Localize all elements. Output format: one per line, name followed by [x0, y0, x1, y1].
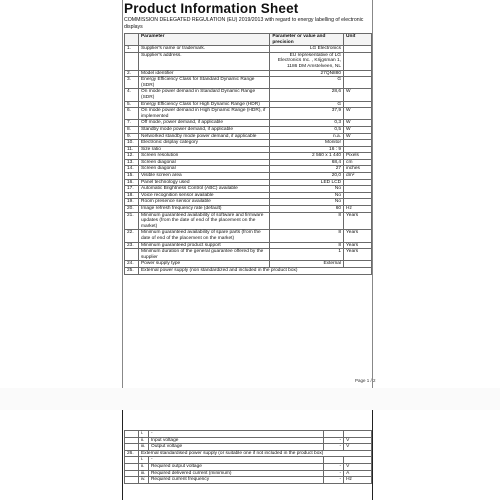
cell-num: 18. [125, 192, 139, 199]
cell-unit: W [344, 120, 372, 127]
cell-value: 1 [270, 249, 344, 261]
table-row [125, 46, 372, 53]
cell-value: 27 [270, 166, 344, 173]
page-edge-right [372, 0, 373, 388]
cell-unit: W [344, 126, 372, 133]
cell-value: External [270, 261, 344, 268]
cell-sub: ii. [138, 463, 148, 470]
cell-param: Minimum duration of the general guarantee offered by the supplier [138, 249, 269, 261]
table-row [125, 242, 372, 249]
table-row [125, 108, 372, 120]
cell-value [324, 431, 344, 438]
cell-num: 3. [125, 77, 139, 89]
table-row [125, 146, 372, 153]
cell-num: 9. [125, 133, 139, 140]
table-row [125, 77, 372, 89]
header-unit: Unit [344, 34, 372, 46]
table-row [125, 166, 372, 173]
cell-unit: inches [344, 166, 372, 173]
table-row [125, 126, 372, 133]
cell-param: Size ratio [138, 146, 269, 153]
cell-num [125, 437, 139, 444]
table-row [125, 133, 372, 140]
cell-value: - [324, 470, 344, 477]
cell-value: 8 [270, 230, 344, 242]
cell-value: 27QN880 [270, 70, 344, 77]
cell-sub: i. [138, 431, 148, 438]
cell-unit [344, 70, 372, 77]
cell-value: - [324, 463, 344, 470]
cell-num: 24. [125, 261, 139, 268]
cell-value: LG Electronics [270, 46, 344, 53]
cell-param: Automatic Brightness Control (ABC) available [138, 186, 269, 193]
cell-param: On mode power demand in Standard Dynamic Range (SDR) [138, 89, 269, 101]
cell-num: 8. [125, 126, 139, 133]
cell-unit [344, 140, 372, 147]
cell-param: Screen diagonal [138, 159, 269, 166]
cell-unit [344, 146, 372, 153]
page-number: Page 1 / 2 [355, 378, 376, 383]
table-row [125, 101, 372, 108]
cell-value: Monitor [270, 140, 344, 147]
cell-value: No [270, 192, 344, 199]
cell-num: 5. [125, 101, 139, 108]
cell-value: 0,5 [270, 126, 344, 133]
cell-num: 16. [125, 179, 139, 186]
table-row [125, 199, 372, 206]
cell-unit [344, 457, 372, 464]
cell-value: No [270, 199, 344, 206]
cell-param: Output voltage [148, 444, 323, 451]
table-row [125, 450, 372, 457]
cell-param: Energy Efficiency Class for High Dynamic Range (HDR) [138, 101, 269, 108]
cell-param: Standby mode power demand, if applicable [138, 126, 269, 133]
cell-num: 26. [125, 450, 139, 457]
cell-value: n.a. [270, 133, 344, 140]
cell-value: No [270, 186, 344, 193]
table-row [125, 192, 372, 199]
cell-unit: V [344, 437, 372, 444]
cell-num: 2. [125, 70, 139, 77]
cell-param: External power supply (non standardized and included in the product box) [138, 267, 371, 274]
cell-unit [344, 192, 372, 199]
table-row [125, 261, 372, 268]
cell-value: 16 : 9 [270, 146, 344, 153]
cell-param: On mode power demand in High Dynamic Range (HDR), if implemented [138, 108, 269, 120]
cell-unit [344, 101, 372, 108]
table-row [125, 463, 372, 470]
cell-unit: W [344, 133, 372, 140]
cell-param: Minimum guaranteed availability of software and firmware updates (from the date of end of the placement on the market) [138, 212, 269, 230]
cell-value: 60 [270, 206, 344, 213]
cell-value: LED LCD [270, 179, 344, 186]
cell-num: 11. [125, 146, 139, 153]
table-header-row [125, 34, 372, 46]
table-row [125, 159, 372, 166]
cell-unit: dm² [344, 173, 372, 180]
table-row [125, 52, 372, 70]
cell-num: 13. [125, 159, 139, 166]
cell-param: Room presence sensor available [138, 199, 269, 206]
cell-num: 17. [125, 186, 139, 193]
cell-param: Required output voltage [148, 463, 323, 470]
cell-unit: Hz [344, 206, 372, 213]
cell-value [324, 457, 344, 464]
table-row [125, 457, 372, 464]
cell-unit: Years [344, 230, 372, 242]
table-row [125, 179, 372, 186]
cell-num: 1. [125, 46, 139, 53]
cell-value: - [324, 444, 344, 451]
cell-param: Minimum guaranteed availability of spare parts (from the date of end of the placement on the market) [138, 230, 269, 242]
cell-param: - [148, 457, 323, 464]
cell-param: Off mode, power demand, if applicable [138, 120, 269, 127]
cell-num: 4. [125, 89, 139, 101]
table-row [125, 70, 372, 77]
cell-num [125, 52, 139, 70]
cell-num [125, 249, 139, 261]
cell-value: 20,0 [270, 173, 344, 180]
cell-param: Energy Efficiency Class for Standard Dynamic Range (SDR) [138, 77, 269, 89]
cell-unit: Years [344, 242, 372, 249]
cell-unit: V [344, 463, 372, 470]
page-edge-left [122, 0, 123, 388]
table-row [125, 186, 372, 193]
cell-unit: W [344, 108, 372, 120]
cell-unit: W [344, 89, 372, 101]
cell-param: Input voltage [148, 437, 323, 444]
page2-edge-right [372, 410, 373, 500]
cell-sub: iv. [138, 477, 148, 484]
cell-value: 2 560 x 1 440 [270, 153, 344, 160]
cell-unit [344, 186, 372, 193]
table-row [125, 206, 372, 213]
cell-num [125, 477, 139, 484]
cell-num: 20. [125, 206, 139, 213]
cell-unit [344, 46, 372, 53]
cell-param: Screen resolution [138, 153, 269, 160]
cell-value: 8 [270, 212, 344, 230]
cell-num [125, 444, 139, 451]
cell-unit [344, 77, 372, 89]
page-title: Product Information Sheet [124, 1, 299, 16]
cell-value: - [324, 477, 344, 484]
table-row [125, 230, 372, 242]
cell-unit: cm [344, 159, 372, 166]
table-row [125, 470, 372, 477]
cell-param: Supplier's name or trademark. [138, 46, 269, 53]
cell-sub: i. [138, 457, 148, 464]
cell-unit: Pixels [344, 153, 372, 160]
info-table [124, 33, 372, 275]
cell-unit [344, 179, 372, 186]
header-num [125, 34, 139, 46]
table-row [125, 212, 372, 230]
table-row [125, 431, 372, 438]
cell-param: Image refresh frequency rate (default) [138, 206, 269, 213]
cell-unit: Hz [344, 477, 372, 484]
cell-num [125, 470, 139, 477]
cell-sub: ii. [138, 437, 148, 444]
cell-num [125, 457, 139, 464]
info-table-continued [124, 430, 372, 484]
cell-num: 21. [125, 212, 139, 230]
cell-value: - [324, 437, 344, 444]
page2-edge-left [122, 410, 123, 500]
cell-value: 8 [270, 242, 344, 249]
cell-num: 14. [125, 166, 139, 173]
cell-unit: A [344, 470, 372, 477]
cell-unit [344, 52, 372, 70]
cell-param: Voice recognition sensor available [138, 192, 269, 199]
table-row [125, 267, 372, 274]
cell-unit: V [344, 444, 372, 451]
table-row [125, 173, 372, 180]
cell-num: 10. [125, 140, 139, 147]
table-row [125, 153, 372, 160]
cell-value: 68,4 [270, 159, 344, 166]
table-row [125, 444, 372, 451]
cell-param: Visible screen area [138, 173, 269, 180]
cell-unit: Years [344, 212, 372, 230]
cell-num: 15. [125, 173, 139, 180]
cell-unit: Years [344, 249, 372, 261]
cell-num: 23. [125, 242, 139, 249]
cell-num: 19. [125, 199, 139, 206]
cell-num: 25. [125, 267, 139, 274]
cell-num: 22. [125, 230, 139, 242]
cell-num: 7. [125, 120, 139, 127]
header-parameter: Parameter [138, 34, 269, 46]
cell-num [125, 431, 139, 438]
cell-sub: iii. [138, 444, 148, 451]
cell-param: Screen diagonal [138, 166, 269, 173]
cell-value: 28,6 [270, 89, 344, 101]
cell-num [125, 463, 139, 470]
page-gap [0, 388, 500, 410]
cell-param: Panel technology used [138, 179, 269, 186]
cell-num: 6. [125, 108, 139, 120]
cell-param: Model identifier [138, 70, 269, 77]
cell-param: Electronic display category [138, 140, 269, 147]
cell-param: - [148, 431, 323, 438]
cell-num: 12. [125, 153, 139, 160]
table-row [125, 89, 372, 101]
cell-param: Power supply type [138, 261, 269, 268]
cell-value: G [270, 77, 344, 89]
header-value: Parameter or value and precision [270, 34, 344, 46]
table-row [125, 120, 372, 127]
cell-unit [344, 199, 372, 206]
cell-value: EU representative of LG Electronics Inc. , Krijgsman 1, 1186 DM Amstelveen, NL [270, 52, 344, 70]
table-row [125, 249, 372, 261]
cell-value: G [270, 101, 344, 108]
cell-param: Supplier's address. [138, 52, 269, 70]
table-row [125, 477, 372, 484]
cell-param: Minimum guaranteed product support [138, 242, 269, 249]
cell-value: 37,9 [270, 108, 344, 120]
cell-value: 0,3 [270, 120, 344, 127]
table-row [125, 140, 372, 147]
cell-unit [344, 261, 372, 268]
cell-sub: iii. [138, 470, 148, 477]
cell-param: Required delivered current (minimum) [148, 470, 323, 477]
cell-param: Networked standby mode power demand, if applicable [138, 133, 269, 140]
table-row [125, 437, 372, 444]
cell-param: External standardised power supply (or suitable one if not included in the product box) [138, 450, 371, 457]
cell-unit [344, 431, 372, 438]
cell-param: Required current frequency [148, 477, 323, 484]
regulation-text: COMMISSION DELEGATED REGULATION (EU) 2019/2013 with regard to energy labelling of electronic displays [124, 17, 364, 30]
